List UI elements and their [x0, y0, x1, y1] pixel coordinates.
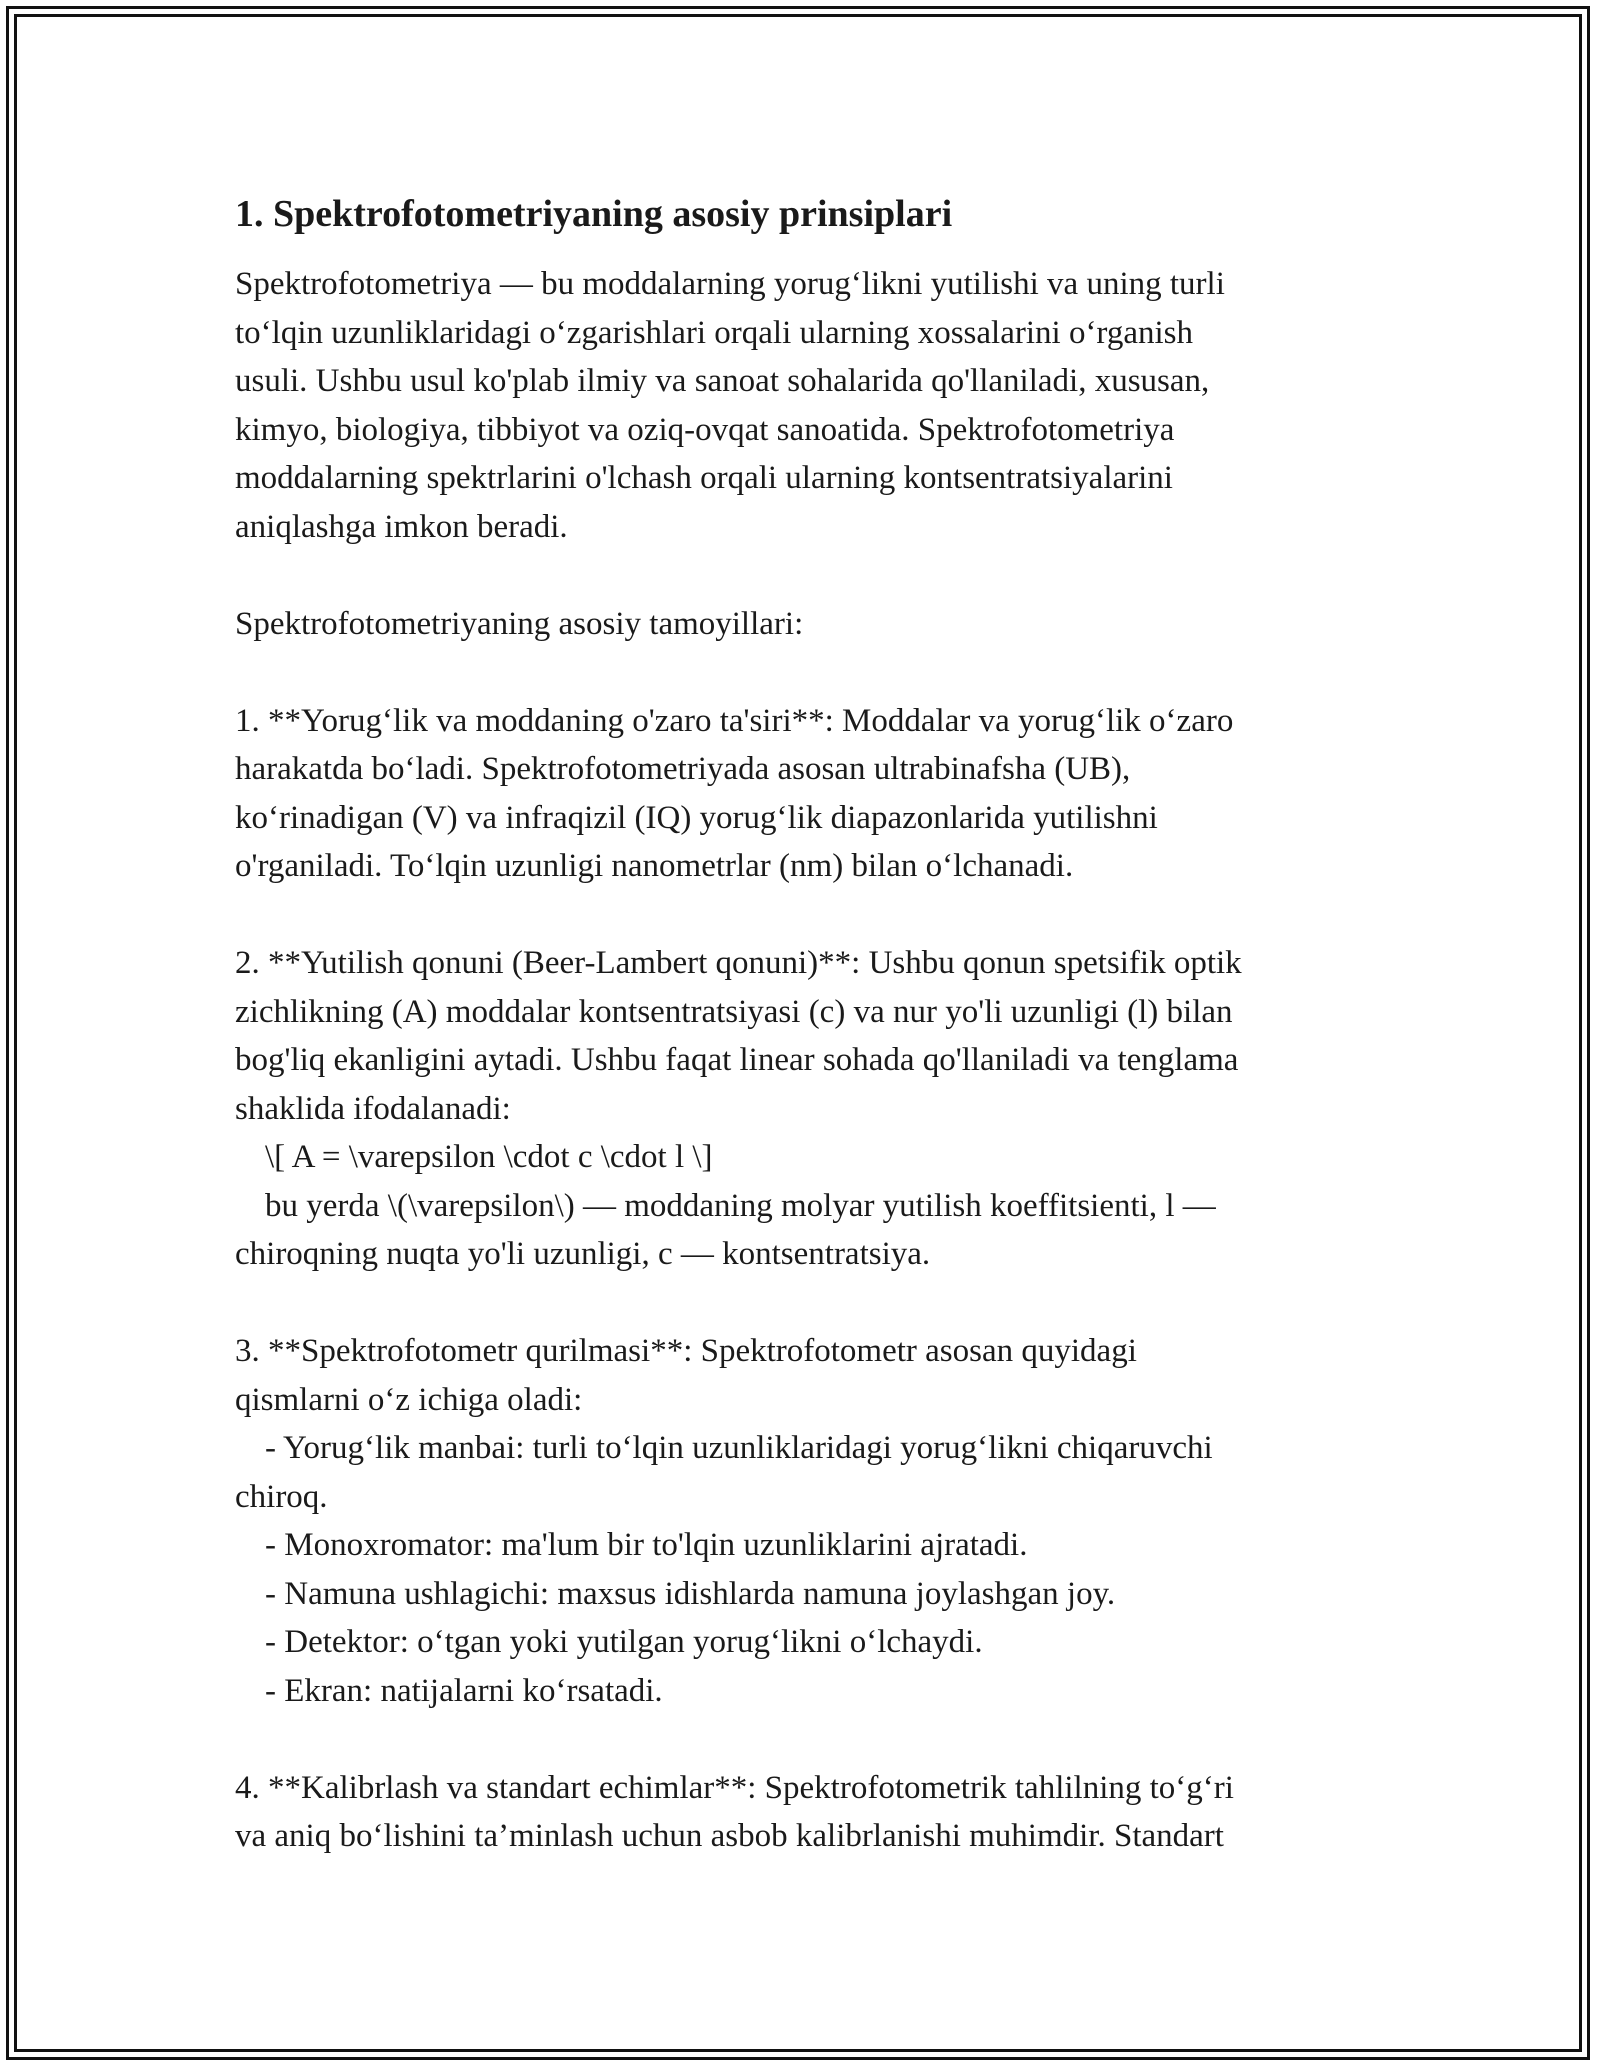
sub-list-item: - Monoxromator: ma'lum bir to'lqin uzunliklarini ajratadi. [265, 1527, 1028, 1563]
formula-line: \[ A = \varepsilon \cdot c \cdot l \] [265, 1139, 713, 1175]
text-line: 2. **Yutilish qonuni (Beer-Lambert qonuni)**: Ushbu qonun spetsifik optik [235, 945, 1242, 981]
document-page [235, 188, 1385, 1861]
text-line: bu yerda \(\varepsilon\) — moddaning molyar yutilish koeffitsienti, l — [265, 1187, 1216, 1224]
text-line: moddalarning spektrlarini o'lchash orqali ularning kontsentratsiyalarini [235, 460, 1173, 496]
text-line: o'rganiladi. To‘lqin uzunligi nanometrlar (nm) bilan o‘lchanadi. [235, 848, 1074, 884]
intro-paragraph [235, 260, 1385, 551]
text-line: kimyo, biologiya, tibbiyot va oziq-ovqat sanoatida. Spektrofotometriya [235, 411, 1175, 448]
text-line: shaklida ifodalanadi: [235, 1090, 511, 1127]
text-line: aniqlashga imkon beradi. [235, 508, 568, 545]
text-line: qismlarni o‘z ichiga oladi: [235, 1381, 583, 1418]
sub-list-item: - Namuna ushlagichi: maxsus idishlarda namuna joylashgan joy. [265, 1575, 1116, 1612]
text-line: bog'liq ekanligini aytadi. Ushbu faqat linear sohada qo'llaniladi va tenglama [235, 1042, 1239, 1078]
text-line: va aniq bo‘lishini ta’minlash uchun asbob kalibrlanishi muhimdir. Standart [235, 1818, 1224, 1854]
paragraph-gap [235, 1279, 1385, 1328]
sub-list-item: - Detektor: o‘tgan yoki yutilgan yorug‘likni o‘lchaydi. [265, 1624, 983, 1660]
text-line: usuli. Ushbu usul ko'plab ilmiy va sanoat sohalarida qo'llaniladi, xususan, [235, 363, 1210, 399]
text-line: 4. **Kalibrlash va standart echimlar**: Spektrofotometrik tahlilning to‘g‘ri [235, 1769, 1234, 1806]
text-line: 3. **Spektrofotometr qurilmasi**: Spektrofotometr asosan quyidagi [235, 1333, 1137, 1369]
paragraph-gap [235, 551, 1385, 600]
principles-heading: Spektrofotometriyaning asosiy tamoyillari: [235, 605, 804, 642]
text-line: to‘lqin uzunliklaridagi o‘zgarishlari orqali ularning xossalarini o‘rganish [235, 314, 1193, 351]
text-line: 1. **Yorug‘lik va moddaning o'zaro ta'siri**: Moddalar va yorug‘lik o‘zaro [235, 702, 1234, 739]
sub-list-item: - Ekran: natijalarni ko‘rsatadi. [265, 1672, 663, 1709]
section-heading: 1. Spektrofotometriyaning asosiy prinsiplari [235, 193, 953, 235]
paragraph-gap [235, 1715, 1385, 1764]
list-item-4 [235, 1764, 1385, 1861]
sub-list-item: - Yorug‘lik manbai: turli to‘lqin uzunliklaridagi yorug‘likni chiqaruvchi [265, 1430, 1213, 1466]
list-item-1 [235, 697, 1385, 891]
paragraph-gap [235, 648, 1385, 697]
paragraph-gap [235, 891, 1385, 940]
text-line: chiroqning nuqta yo'li uzunligi, c — kontsentratsiya. [235, 1236, 931, 1272]
text-line: chiroq. [235, 1478, 328, 1515]
text-line: ko‘rinadigan (V) va infraqizil (IQ) yorug‘lik diapazonlarida yutilishni [235, 799, 1158, 836]
list-item-2 [235, 939, 1385, 1279]
list-item-3 [235, 1327, 1385, 1715]
text-line: harakatda bo‘ladi. Spektrofotometriyada asosan ultrabinafsha (UB), [235, 751, 1131, 787]
text-line: Spektrofotometriya — bu moddalarning yorug‘likni yutilishi va uning turli [235, 266, 1225, 302]
text-line: zichlikning (A) moddalar kontsentratsiyasi (c) va nur yo'li uzunligi (l) bilan [235, 993, 1233, 1030]
